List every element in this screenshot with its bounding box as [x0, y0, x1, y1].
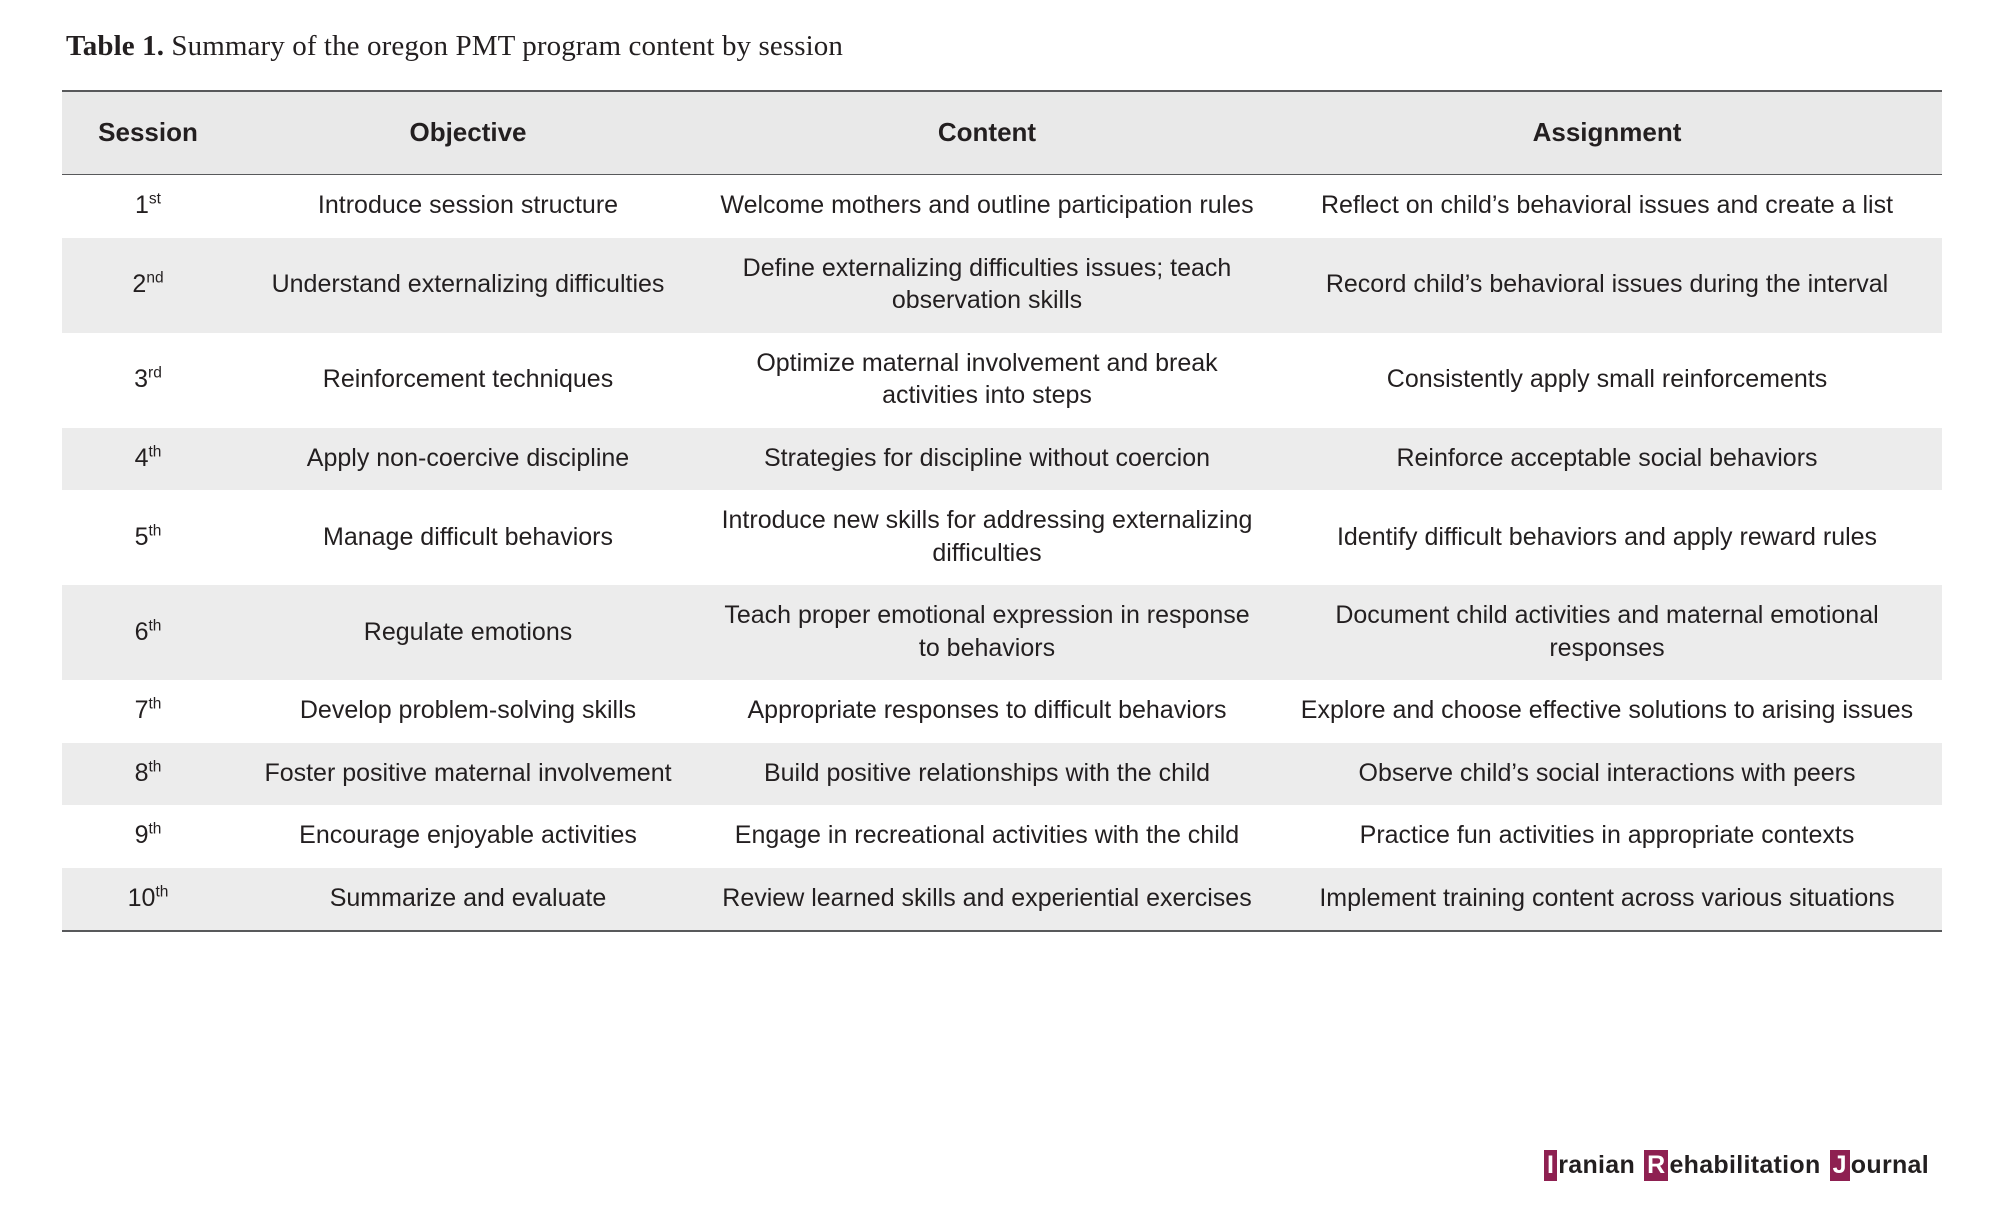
session-suffix: th — [148, 522, 162, 540]
table-body — [62, 175, 1942, 932]
cell-objective: Apply non-coercive discipline — [234, 428, 702, 491]
cell-assignment: Implement training content across various situations — [1272, 868, 1942, 932]
cell-session — [62, 238, 234, 333]
cell-content: Introduce new skills for addressing externalizing difficulties — [702, 490, 1272, 585]
session-number: 5 — [134, 522, 149, 551]
cell-objective: Reinforcement techniques — [234, 333, 702, 428]
cell-content: Optimize maternal involvement and break activities into steps — [702, 333, 1272, 428]
column-header-assignment: Assignment — [1272, 91, 1942, 175]
cell-session — [62, 868, 234, 932]
cell-objective: Develop problem-solving skills — [234, 680, 702, 743]
table-row — [62, 490, 1942, 585]
cell-assignment: Identify difficult behaviors and apply reward rules — [1272, 490, 1942, 585]
cell-assignment: Explore and choose effective solutions to arising issues — [1272, 680, 1942, 743]
cell-objective: Summarize and evaluate — [234, 868, 702, 932]
session-suffix: st — [148, 190, 161, 208]
table-row — [62, 805, 1942, 868]
cell-assignment: Reinforce acceptable social behaviors — [1272, 428, 1942, 491]
journal-logo — [1544, 1151, 1938, 1180]
column-header-content: Content — [702, 91, 1272, 175]
table-row — [62, 743, 1942, 806]
table-row — [62, 868, 1942, 932]
table-header — [62, 91, 1942, 175]
cell-objective: Foster positive maternal involvement — [234, 743, 702, 806]
session-number: 1 — [135, 191, 149, 220]
cell-assignment: Observe child’s social interactions with peers — [1272, 743, 1942, 806]
cell-content: Define externalizing difficulties issues; teach observation skills — [702, 238, 1272, 333]
cell-assignment: Consistently apply small reinforcements — [1272, 333, 1942, 428]
logo-word-iranian: ranian — [1558, 1151, 1636, 1179]
table-row — [62, 175, 1942, 238]
cell-objective: Introduce session structure — [234, 175, 702, 238]
cell-objective: Regulate emotions — [234, 585, 702, 680]
session-suffix: th — [155, 883, 169, 901]
table-row — [62, 585, 1942, 680]
session-number: 9 — [134, 821, 149, 850]
session-number: 2 — [132, 270, 147, 298]
session-number: 10 — [127, 883, 156, 912]
session-suffix: th — [148, 758, 162, 776]
cell-assignment: Document child activities and maternal emotional responses — [1272, 585, 1942, 680]
cell-session — [62, 490, 234, 585]
cell-session — [62, 743, 234, 806]
table-caption — [66, 28, 1940, 64]
table-header-row — [62, 91, 1942, 175]
table-row — [62, 333, 1942, 428]
logo-cap-i: I — [1544, 1150, 1557, 1181]
cell-objective: Manage difficult behaviors — [234, 490, 702, 585]
cell-assignment: Practice fun activities in appropriate contexts — [1272, 805, 1942, 868]
logo-word-journal: ournal — [1850, 1151, 1929, 1179]
session-suffix: th — [148, 820, 162, 838]
logo-cap-r: R — [1644, 1150, 1668, 1181]
cell-objective: Encourage enjoyable activities — [234, 805, 702, 868]
cell-assignment: Record child’s behavioral issues during the interval — [1272, 238, 1942, 333]
session-number: 6 — [134, 617, 149, 646]
logo-word-rehabilitation: ehabilitation — [1669, 1151, 1821, 1179]
cell-content: Appropriate responses to difficult behaviors — [702, 680, 1272, 743]
session-number: 3 — [134, 365, 149, 393]
caption-label: Table 1. — [66, 30, 165, 62]
table-row — [62, 680, 1942, 743]
logo-cap-j: J — [1830, 1150, 1850, 1181]
cell-assignment: Reflect on child’s behavioral issues and create a list — [1272, 175, 1942, 238]
session-number: 7 — [134, 696, 149, 725]
session-suffix: th — [148, 443, 162, 461]
column-header-session: Session — [62, 91, 234, 175]
table-row — [62, 238, 1942, 333]
session-number: 4 — [134, 443, 149, 472]
cell-content: Teach proper emotional expression in response to behaviors — [702, 585, 1272, 680]
cell-session — [62, 333, 234, 428]
session-number: 8 — [134, 758, 149, 787]
column-header-objective: Objective — [234, 91, 702, 175]
cell-content: Review learned skills and experiential exercises — [702, 868, 1272, 932]
session-suffix: rd — [148, 364, 162, 382]
cell-content: Welcome mothers and outline participation rules — [702, 175, 1272, 238]
session-suffix: th — [148, 617, 162, 635]
cell-content: Strategies for discipline without coercion — [702, 428, 1272, 491]
cell-content: Build positive relationships with the child — [702, 743, 1272, 806]
cell-objective: Understand externalizing difficulties — [234, 238, 702, 333]
session-suffix: nd — [146, 269, 164, 287]
cell-content: Engage in recreational activities with the child — [702, 805, 1272, 868]
cell-session — [62, 175, 234, 238]
cell-session — [62, 805, 234, 868]
cell-session — [62, 680, 234, 743]
cell-session — [62, 585, 234, 680]
caption-text: Summary of the oregon PMT program content by session — [164, 30, 843, 62]
table-row — [62, 428, 1942, 491]
cell-session — [62, 428, 234, 491]
session-suffix: th — [148, 695, 162, 713]
pmt-summary-table — [62, 90, 1942, 932]
